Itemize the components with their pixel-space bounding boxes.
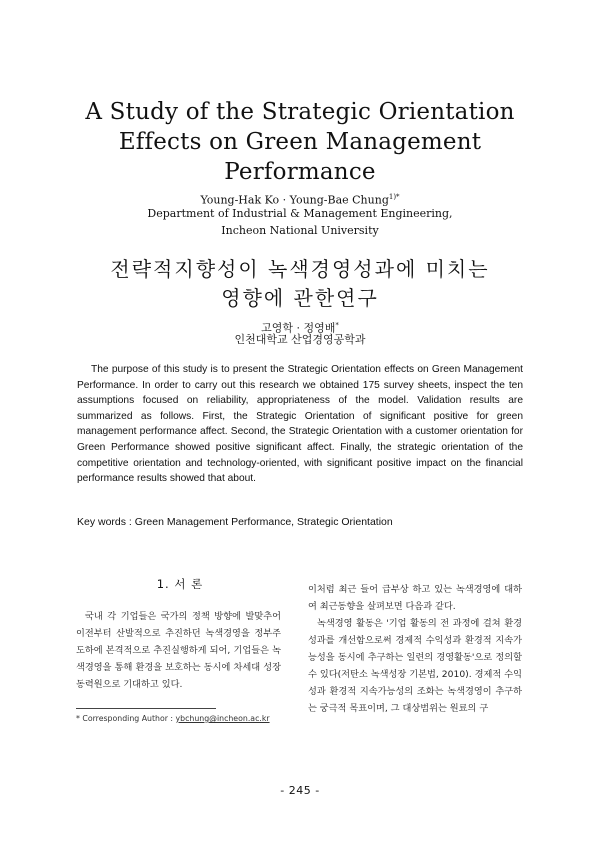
title-line: A Study of the Strategic Orientation [85, 99, 515, 125]
footnote [76, 714, 306, 724]
paper-title-english [0, 97, 600, 187]
paragraph: 이처럼 최근 들어 급부상 하고 있는 녹색경영에 대하여 최근동향을 살펴보면 다음과 같다. [308, 584, 522, 612]
title-line: 영향에 관한연구 [221, 286, 379, 310]
university-english: Incheon National University [221, 224, 379, 237]
section-heading: 1. 서 론 [156, 577, 204, 591]
paper-title-korean [0, 255, 600, 313]
author-names: Young-Hak Ko · Young-Bae Chung [200, 193, 389, 207]
author-marker: * [335, 321, 339, 329]
authors-english [0, 190, 600, 208]
title-line: Effects on Green Management [118, 129, 482, 155]
department-english: Department of Industrial & Management Engineering, [147, 207, 453, 220]
footnote-divider [76, 708, 216, 709]
author-names: 고영학 · 정영배 [261, 321, 336, 335]
keywords: Key words : Green Management Performance, Strategic Orientation [77, 516, 393, 528]
author-marker: 1)* [388, 193, 400, 201]
department-korean: 인천대학교 산업경영공학과 [234, 333, 366, 346]
title-line: 전략적지향성이 녹색경영성과에 미치는 [110, 257, 490, 281]
right-column-text [308, 581, 522, 717]
footnote-label: * Corresponding Author : [76, 714, 174, 723]
paragraph: 녹색경영 활동은 '기업 활동의 전 과정에 걸쳐 환경성과를 개선함으로써 경제적 수익성과 환경적 지속가능성을 동시에 추구하는 일련의 경영활동'으로 정의할 수 있다(저탄소 녹색성장 기본법, 2010). 경제적 수익성과 환경적 지속가능성의 조화는 녹색경영이 추구하는 궁극적 목표이며, 그 대상범위는 원료의 구 [308, 618, 522, 714]
footnote-email-link[interactable]: ybchung@incheon.ac.kr [175, 714, 270, 723]
title-line: Performance [224, 159, 376, 185]
page-number: - 245 - [280, 784, 320, 797]
abstract: The purpose of this study is to present the Strategic Orientation effects on Green Management Performance. In order to carry out this research we obtained 175 survey sheets, inspect the ten assumptions focused on reliability, appropriateness of the model. Validation results are summarized as follows. First, the Strategic Orientation of significant positive for green management performance affect. Second, the Strategic Orientation with a customer orientation for Green Performance showed positive significant affect. Finally, the strategic orientation of the competitive orientation and technology-oriented, with significant positive impact on the financial performance results showed that about. [77, 364, 523, 485]
left-column-text: 국내 각 기업들은 국가의 정책 방향에 발맞추어 이전부터 산발적으로 추진하던 녹색경영을 정부주도하에 본격적으로 추진실행하게 되어, 기업들은 녹색경영을 통해 환경을 보호하는 동시에 차세대 성장 동력원으로 기대하고 있다. [76, 611, 281, 690]
